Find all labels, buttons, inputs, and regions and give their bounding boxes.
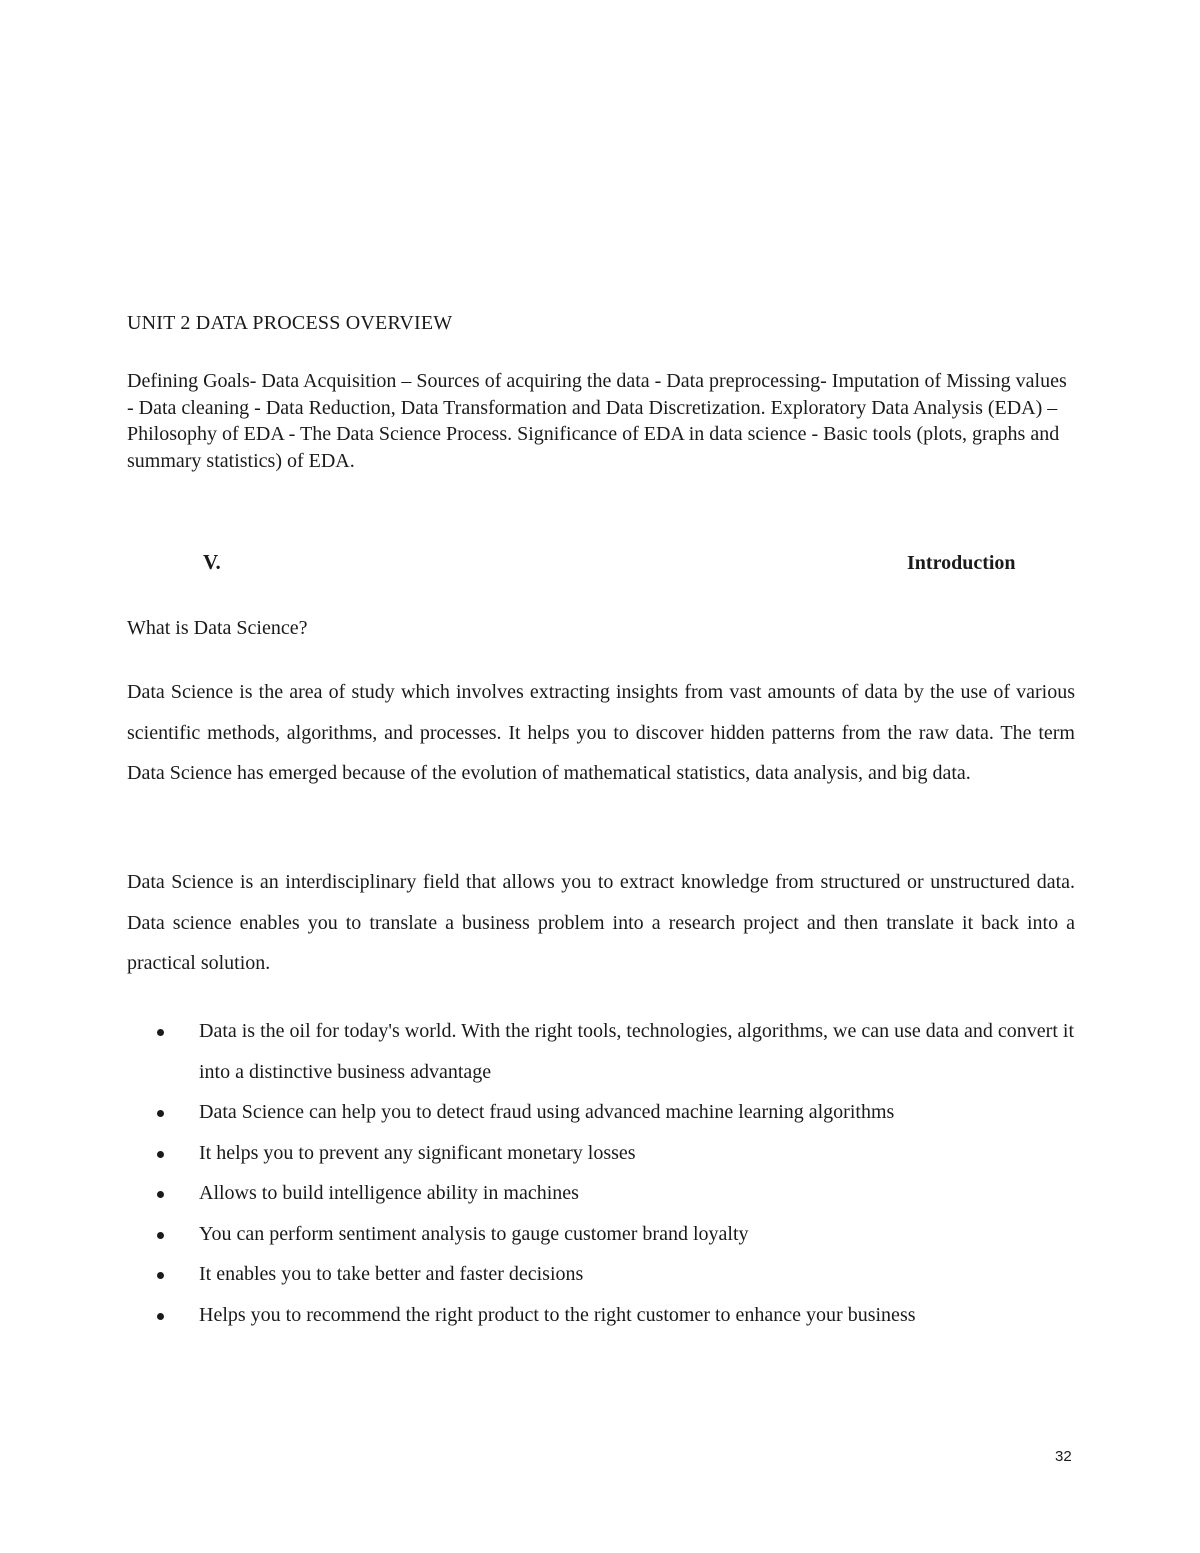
bullet-icon	[157, 1313, 164, 1320]
bullet-icon	[157, 1272, 164, 1279]
list-item-text: Allows to build intelligence ability in machines	[199, 1182, 579, 1204]
list-item-text: Data Science can help you to detect fraud using advanced machine learning algorithms	[199, 1101, 895, 1123]
bullet-icon	[157, 1151, 164, 1158]
list-item-text: It enables you to take better and faster decisions	[199, 1263, 584, 1285]
syllabus-text: Defining Goals- Data Acquisition – Sources of acquiring the data - Data preprocessing- Imputation of Missing values - Data cleaning - Data Reduction, Data Transformation and Data Discretization. Exploratory Data Analysis (EDA) – Philosophy of EDA - The Data Science Process. Significance of EDA in data science - Basic tools (plots, graphs and summary statistics) of EDA.	[127, 370, 1067, 472]
list-item	[127, 1295, 1075, 1336]
list-item	[127, 1092, 1075, 1133]
list-item-text: It helps you to prevent any significant monetary losses	[199, 1141, 636, 1164]
paragraph-definition: Data Science is the area of study which involves extracting insights from vast amounts of data by the use of various scientific methods, algorithms, and processes. It helps you to discover hidden patterns from the raw data. The term Data Science has emerged because of the evolution of mathematical statistics, data analysis, and big data.	[127, 681, 1075, 784]
bullet-icon	[157, 1110, 164, 1117]
list-item	[127, 1254, 1075, 1295]
section-title: Introduction	[907, 552, 1016, 574]
list-item	[127, 1173, 1075, 1214]
list-item-text: Data is the oil for today's world. With the right tools, technologies, algorithms, we can use data and convert it into a distinctive business advantage	[199, 1020, 1075, 1083]
benefits-list	[127, 1011, 1075, 1335]
unit-title: UNIT 2 DATA PROCESS OVERVIEW	[127, 312, 453, 334]
bullet-icon	[157, 1191, 164, 1198]
list-item	[127, 1214, 1075, 1255]
page-number: 32	[1055, 1448, 1072, 1465]
section-number: V.	[203, 550, 221, 574]
bullet-icon	[157, 1029, 164, 1036]
paragraph-interdisciplinary: Data Science is an interdisciplinary field that allows you to extract knowledge from structured or unstructured data. Data science enables you to translate a business problem into a research project and then translate it back into a practical solution.	[127, 871, 1075, 974]
list-item-text: You can perform sentiment analysis to gauge customer brand loyalty	[199, 1222, 749, 1245]
question-heading: What is Data Science?	[127, 617, 308, 639]
list-item	[127, 1011, 1075, 1092]
bullet-icon	[157, 1232, 164, 1239]
list-item-text: Helps you to recommend the right product to the right customer to enhance your business	[199, 1303, 916, 1326]
list-item	[127, 1133, 1075, 1174]
